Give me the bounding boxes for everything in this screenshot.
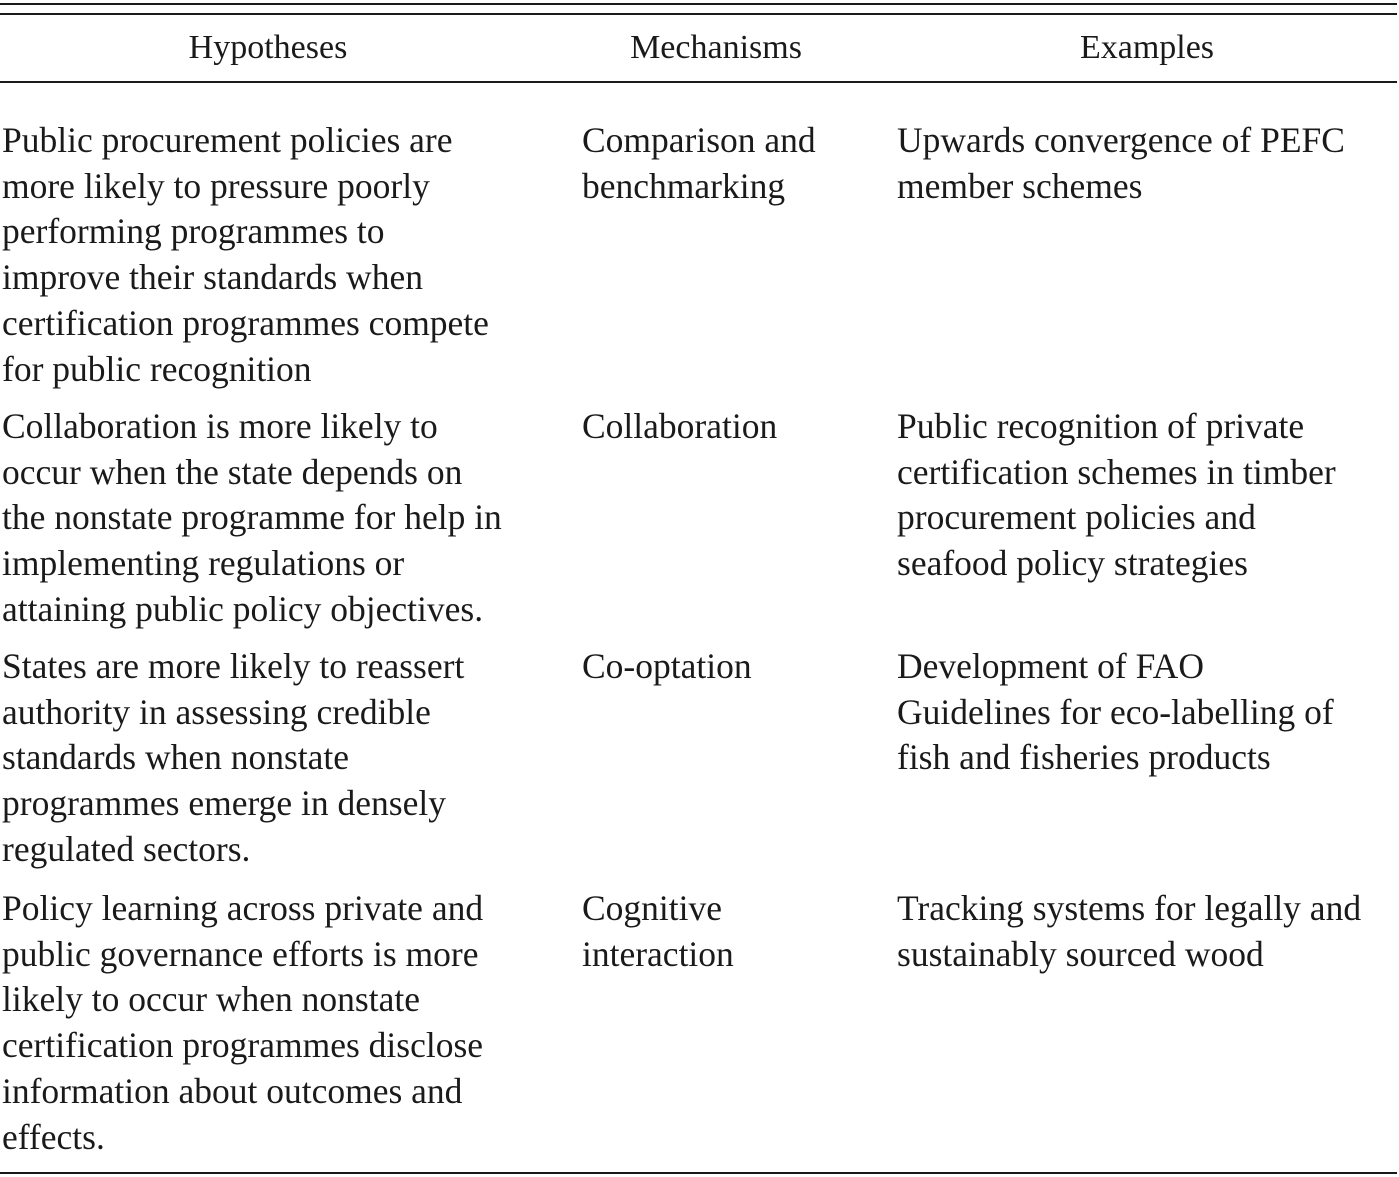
table-top-rule	[0, 3, 1397, 5]
cell-line: Development of FAO	[897, 646, 1204, 686]
example-cell	[897, 404, 1397, 587]
cell-line: improve their standards when	[2, 257, 423, 298]
table-header-row	[0, 28, 1399, 68]
cell-line: standards when nonstate	[2, 737, 350, 778]
cell-line: procurement policies and	[897, 497, 1256, 538]
cell-line: public governance efforts is more	[2, 933, 479, 974]
cell-line: fish and fisheries products	[897, 737, 1271, 778]
example-cell	[897, 644, 1397, 781]
cell-line: for public recognition	[2, 348, 312, 389]
cell-line: Comparison and	[582, 120, 816, 160]
cell-line: benchmarking	[582, 165, 786, 206]
cell-line: occur when the state depends on	[2, 451, 463, 492]
cell-line: likely to occur when nonstate	[2, 979, 420, 1020]
example-cell	[897, 118, 1397, 209]
cell-line: interaction	[582, 933, 734, 974]
cell-line: authority in assessing credible	[2, 691, 431, 732]
cell-line: implementing regulations or	[2, 543, 405, 584]
cell-line: information about outcomes and	[2, 1070, 463, 1111]
cell-line: sustainably sourced wood	[897, 933, 1264, 974]
cell-line: programmes emerge in densely	[2, 783, 446, 824]
table-top-rule-inner	[0, 13, 1397, 15]
hypothesis-cell	[2, 404, 547, 633]
cell-line: effects.	[2, 1116, 105, 1157]
cell-line: Policy learning across private and	[2, 888, 484, 928]
cell-line: Co-optation	[582, 646, 752, 686]
cell-line: Public recognition of private	[897, 406, 1305, 446]
cell-line: Upwards convergence of PEFC	[897, 120, 1345, 160]
cell-line: certification schemes in timber	[897, 451, 1336, 492]
hypothesis-cell	[2, 118, 547, 392]
header-examples: Examples	[1079, 29, 1215, 66]
cell-line: Public procurement policies are	[2, 120, 453, 160]
mechanism-cell	[582, 404, 872, 450]
cell-line: attaining public policy objectives.	[2, 588, 484, 629]
hypothesis-cell	[2, 886, 547, 1160]
mechanism-cell	[582, 118, 872, 209]
cell-line: more likely to pressure poorly	[2, 165, 430, 206]
example-cell	[897, 886, 1397, 977]
cell-line: Tracking systems for legally and	[897, 888, 1362, 928]
header-hypotheses: Hypotheses	[188, 29, 348, 66]
mechanism-cell	[582, 644, 872, 690]
table-bottom-rule	[0, 1172, 1397, 1174]
cell-line: the nonstate programme for help in	[2, 497, 502, 538]
cell-line: member schemes	[897, 165, 1143, 206]
cell-line: Guidelines for eco-labelling of	[897, 691, 1334, 732]
table-header-rule	[0, 81, 1397, 83]
cell-line: certification programmes disclose	[2, 1025, 484, 1066]
cell-line: certification programmes compete	[2, 302, 489, 343]
cell-line: Cognitive	[582, 888, 723, 928]
cell-line: Collaboration is more likely to	[2, 406, 438, 446]
cell-line: States are more likely to reassert	[2, 646, 465, 686]
mechanism-cell	[582, 886, 872, 977]
cell-line: regulated sectors.	[2, 828, 251, 869]
cell-line: seafood policy strategies	[897, 543, 1248, 584]
header-mechanisms: Mechanisms	[630, 29, 802, 66]
hypothesis-cell	[2, 644, 547, 873]
cell-line: Collaboration	[582, 406, 778, 446]
cell-line: performing programmes to	[2, 211, 385, 252]
